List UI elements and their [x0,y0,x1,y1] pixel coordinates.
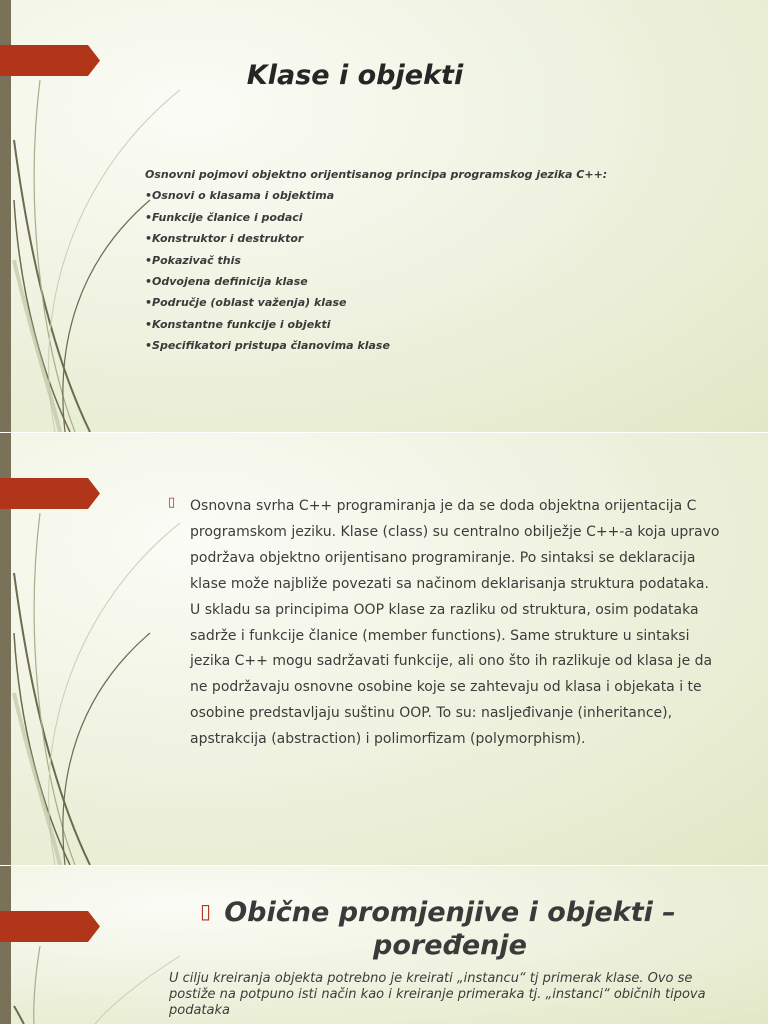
outline-item: •Odvojena definicija klase [145,274,308,288]
outline-item: •Osnovi o klasama i objektima [145,189,335,203]
title-tab-marker [0,45,100,76]
square-bullet-icon: ▯ [168,495,176,510]
slide-1 [0,0,768,432]
tab-marker [0,478,100,509]
left-accent-bar [0,866,11,1024]
slide-title: Obične promjenjive i objekti – poređenje [224,897,676,961]
outline-item: •Specifikatori pristupa članovima klase [145,339,390,353]
slide-title: Klase i objekti [246,60,464,91]
title-tab-marker [0,911,100,942]
bullet-paragraph: Osnovna svrha C++ programiranja je da se doda objektna orijentacija C programskom jeziku. Klase (class) su centralno obilježje C++-a koja upravo podržava objektno orijentisano programiranje. Po sintaksi se deklaracija klase može najbliže povezati sa načinom deklarisanja struktura podataka. U skladu sa principima OOP klase za razliku od struktura, osim podataka sadrže i funkcije članice (member functions). Same strukture u sintaksi jezika C++ mogu sadržavati funkcije, ali ono što ih razlikuje od klasa je da ne podržavaju osnovne osobine koje se zahtevaju od klasa i objekata i te osobine predstavljaju suštinu OOP. To su: nasljeđivanje (inheritance), apstrakcija (abstraction) i polimorfizam (polymorphism). [190,498,720,748]
slide-subtitle: U cilju kreiranja objekta potrebno je kreirati „instancu“ tj primerak klase. Ovo se postiže na potpuno isti način kao i kreiranje primeraka tj. „instanci“ običnih tipova podataka [169,971,706,1018]
topic-outline [145,166,705,359]
square-bullet-icon: ▯ [200,899,212,923]
outline-item: •Funkcije članice i podaci [145,210,303,224]
outline-item: •Područje (oblast važenja) klase [145,296,347,310]
outline-item: •Konstruktor i destruktor [145,232,304,246]
outline-intro: Osnovni pojmovi objektno orijentisanog principa programskog jezika C++: [145,168,608,181]
outline-item: •Pokazivač this [145,253,241,267]
outline-item: •Konstantne funkcije i objekti [145,317,331,331]
